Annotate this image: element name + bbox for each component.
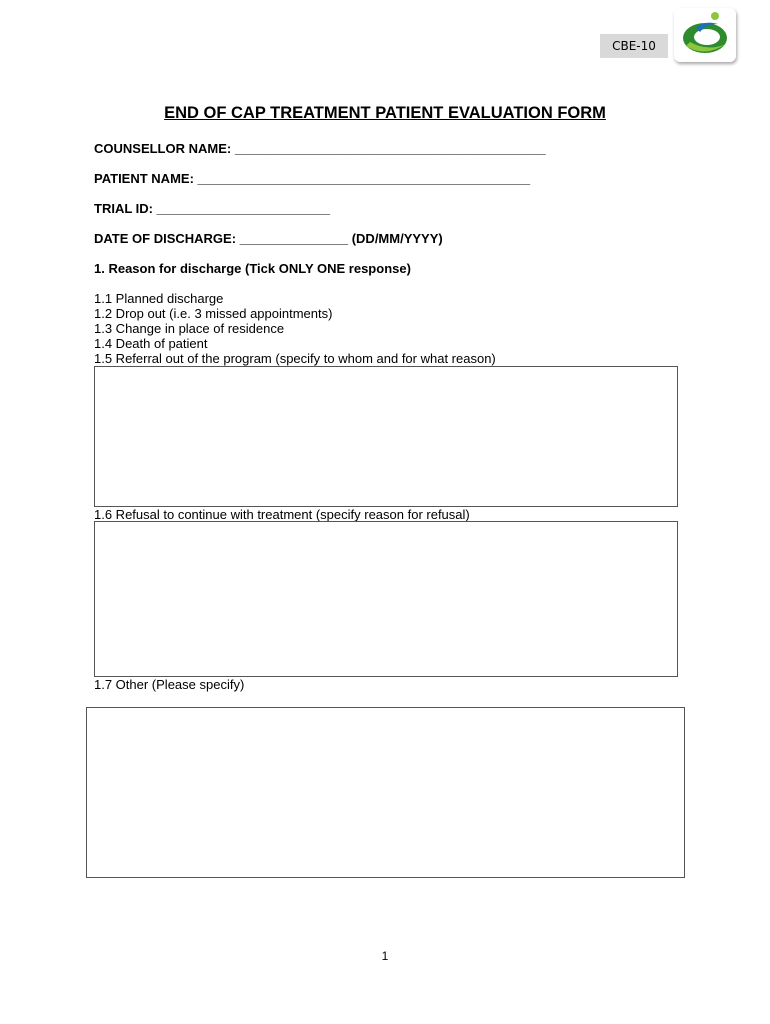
form-title: END OF CAP TREATMENT PATIENT EVALUATION FORM <box>164 104 606 122</box>
counsellor-name-field[interactable]: COUNSELLOR NAME: ___________________________________________ <box>94 141 546 156</box>
option-change-residence[interactable]: 1.3 Change in place of residence <box>94 321 285 336</box>
option-death-of-patient[interactable]: 1.4 Death of patient <box>94 336 208 351</box>
option-referral-out[interactable]: 1.5 Referral out of the program (specify to whom and for what reason) <box>94 351 496 366</box>
organization-logo <box>674 8 736 62</box>
question-1-heading: 1. Reason for discharge (Tick ONLY ONE response) <box>94 261 411 276</box>
option-refusal[interactable]: 1.6 Refusal to continue with treatment (specify reason for refusal) <box>94 507 470 522</box>
date-of-discharge-field[interactable]: DATE OF DISCHARGE: _______________ (DD/MM/YYYY) <box>94 231 443 246</box>
form-id-label: CBE-10 <box>600 34 668 58</box>
logo-icon <box>674 8 736 62</box>
option-planned-discharge[interactable]: 1.1 Planned discharge <box>94 291 224 306</box>
refusal-reason-textbox[interactable] <box>94 521 678 677</box>
other-reason-textbox[interactable] <box>86 707 685 878</box>
referral-reason-textbox[interactable] <box>94 366 678 507</box>
option-other[interactable]: 1.7 Other (Please specify) <box>94 677 245 692</box>
page-number: 1 <box>381 949 389 963</box>
trial-id-field[interactable]: TRIAL ID: ________________________ <box>94 201 331 216</box>
option-drop-out[interactable]: 1.2 Drop out (i.e. 3 missed appointments) <box>94 306 333 321</box>
patient-name-field[interactable]: PATIENT NAME: ______________________________________________ <box>94 171 531 186</box>
